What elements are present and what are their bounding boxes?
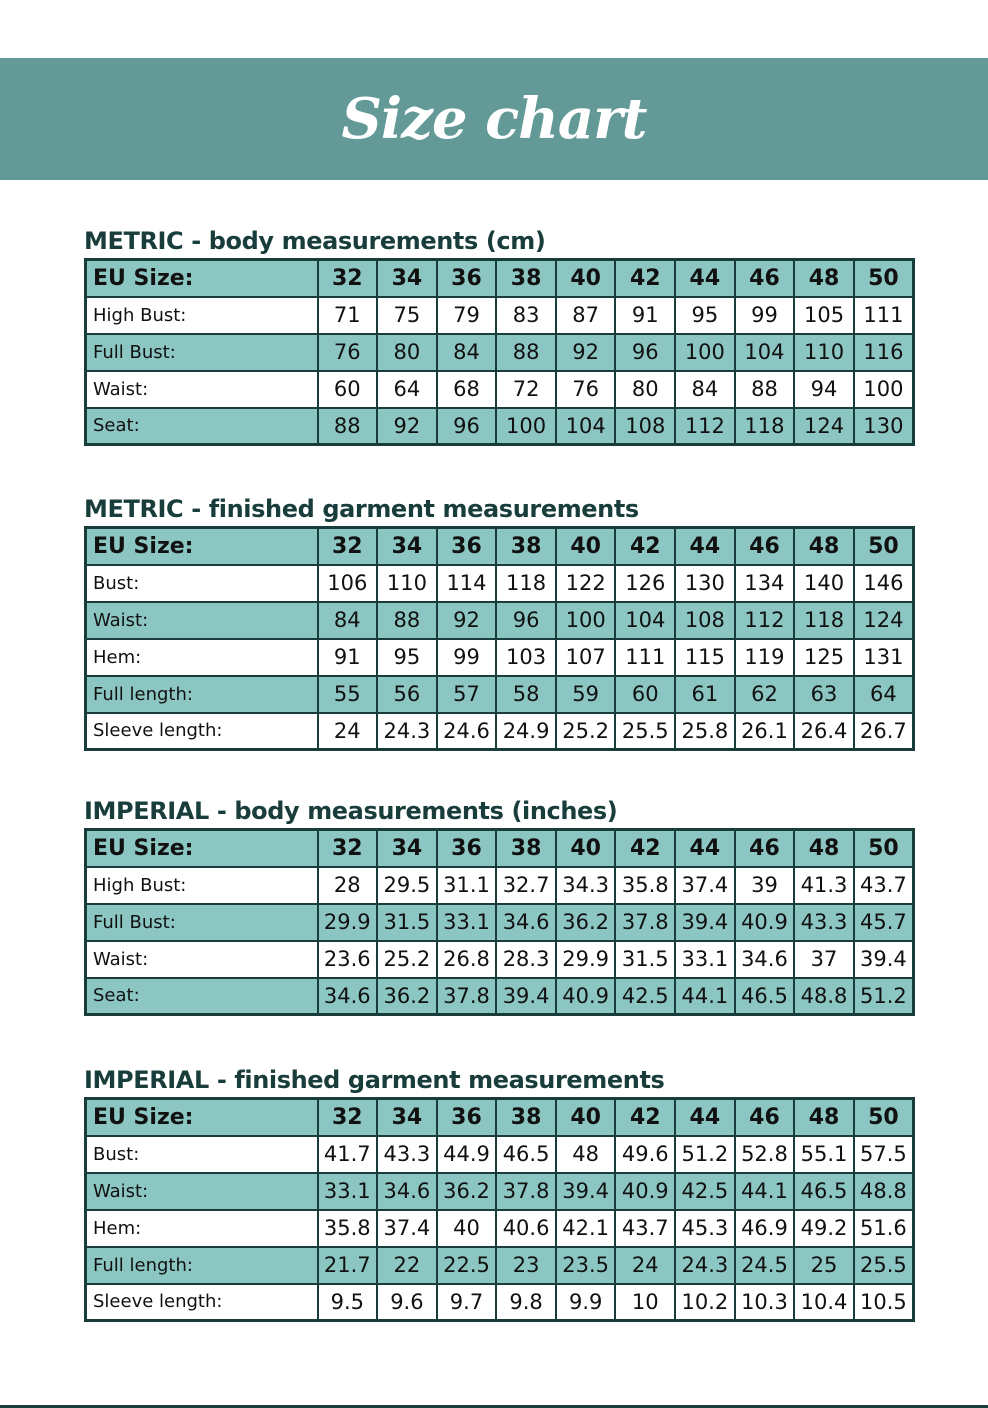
measurement-cell: 130 <box>675 565 735 602</box>
section-title-description: - body measurements (cm) <box>183 227 546 255</box>
size-header-cell: 32 <box>318 1099 378 1136</box>
measurement-cell: 42.1 <box>556 1210 616 1247</box>
table-row <box>86 639 914 676</box>
size-header-cell: 34 <box>377 830 437 867</box>
measurement-cell: 48.8 <box>794 978 854 1015</box>
table-row <box>86 602 914 639</box>
measurement-cell: 10.2 <box>675 1284 735 1321</box>
measurement-cell: 118 <box>496 565 556 602</box>
size-table <box>84 1097 915 1322</box>
size-header-cell: 32 <box>318 830 378 867</box>
measurement-cell: 34.6 <box>496 904 556 941</box>
section-title-system: METRIC <box>84 227 184 255</box>
measurement-cell: 25 <box>794 1247 854 1284</box>
table-row <box>86 713 914 750</box>
size-header-cell: 38 <box>496 260 556 297</box>
measurement-cell: 44.1 <box>675 978 735 1015</box>
measurement-cell: 49.2 <box>794 1210 854 1247</box>
measurement-cell: 104 <box>615 602 675 639</box>
page-title: Size chart <box>341 86 647 152</box>
row-label: Bust: <box>86 1136 318 1173</box>
measurement-cell: 110 <box>377 565 437 602</box>
size-header-cell: 38 <box>496 1099 556 1136</box>
measurement-cell: 9.7 <box>437 1284 497 1321</box>
measurement-cell: 25.2 <box>377 941 437 978</box>
measurement-cell: 24.3 <box>675 1247 735 1284</box>
measurement-cell: 43.3 <box>377 1136 437 1173</box>
measurement-cell: 36.2 <box>377 978 437 1015</box>
measurement-cell: 108 <box>615 408 675 445</box>
measurement-cell: 40.9 <box>735 904 795 941</box>
measurement-cell: 22 <box>377 1247 437 1284</box>
size-header-cell: 32 <box>318 528 378 565</box>
measurement-cell: 25.5 <box>854 1247 914 1284</box>
size-header-cell: 42 <box>615 830 675 867</box>
measurement-cell: 34.6 <box>318 978 378 1015</box>
measurement-cell: 146 <box>854 565 914 602</box>
size-header-cell: 46 <box>735 260 795 297</box>
size-header-cell: 36 <box>437 1099 497 1136</box>
measurement-cell: 43.7 <box>854 867 914 904</box>
measurement-cell: 112 <box>735 602 795 639</box>
measurement-cell: 31.5 <box>615 941 675 978</box>
row-label: Full length: <box>86 1247 318 1284</box>
measurement-cell: 96 <box>496 602 556 639</box>
measurement-cell: 140 <box>794 565 854 602</box>
measurement-cell: 45.7 <box>854 904 914 941</box>
measurement-cell: 43.7 <box>615 1210 675 1247</box>
row-label: Waist: <box>86 1173 318 1210</box>
measurement-cell: 48 <box>556 1136 616 1173</box>
size-header-cell: 42 <box>615 1099 675 1136</box>
measurement-cell: 34.3 <box>556 867 616 904</box>
measurement-cell: 134 <box>735 565 795 602</box>
measurement-cell: 72 <box>496 371 556 408</box>
size-header-cell: 48 <box>794 528 854 565</box>
measurement-cell: 39.4 <box>496 978 556 1015</box>
measurement-cell: 57 <box>437 676 497 713</box>
size-header-cell: 36 <box>437 260 497 297</box>
measurement-cell: 26.1 <box>735 713 795 750</box>
measurement-cell: 115 <box>675 639 735 676</box>
measurement-cell: 34.6 <box>735 941 795 978</box>
size-header-cell: 38 <box>496 528 556 565</box>
measurement-cell: 131 <box>854 639 914 676</box>
measurement-cell: 91 <box>615 297 675 334</box>
measurement-cell: 36.2 <box>437 1173 497 1210</box>
measurement-cell: 55.1 <box>794 1136 854 1173</box>
measurement-cell: 37 <box>794 941 854 978</box>
measurement-cell: 29.9 <box>318 904 378 941</box>
size-header-cell: 44 <box>675 1099 735 1136</box>
section-title <box>84 492 912 526</box>
size-header-cell: 36 <box>437 830 497 867</box>
size-header-cell: 50 <box>854 528 914 565</box>
section-title-system: METRIC <box>84 495 184 523</box>
measurement-cell: 9.5 <box>318 1284 378 1321</box>
row-label: Full Bust: <box>86 334 318 371</box>
measurement-cell: 39.4 <box>675 904 735 941</box>
measurement-cell: 55 <box>318 676 378 713</box>
size-header-cell: 46 <box>735 830 795 867</box>
measurement-cell: 25.2 <box>556 713 616 750</box>
measurement-cell: 26.7 <box>854 713 914 750</box>
row-label: Seat: <box>86 978 318 1015</box>
measurement-cell: 9.9 <box>556 1284 616 1321</box>
measurement-cell: 21.7 <box>318 1247 378 1284</box>
measurement-cell: 37.8 <box>496 1173 556 1210</box>
row-label: Full Bust: <box>86 904 318 941</box>
measurement-cell: 42.5 <box>675 1173 735 1210</box>
measurement-cell: 107 <box>556 639 616 676</box>
measurement-cell: 42.5 <box>615 978 675 1015</box>
measurement-cell: 33.1 <box>318 1173 378 1210</box>
measurement-cell: 64 <box>377 371 437 408</box>
table-row <box>86 334 914 371</box>
measurement-cell: 34.6 <box>377 1173 437 1210</box>
measurement-cell: 24.9 <box>496 713 556 750</box>
measurement-cell: 46.5 <box>496 1136 556 1173</box>
measurement-cell: 24.3 <box>377 713 437 750</box>
measurement-cell: 31.5 <box>377 904 437 941</box>
section-title-system: IMPERIAL <box>84 797 209 825</box>
measurement-cell: 51.2 <box>854 978 914 1015</box>
measurement-cell: 96 <box>437 408 497 445</box>
measurement-cell: 114 <box>437 565 497 602</box>
measurement-cell: 37.4 <box>675 867 735 904</box>
measurement-cell: 37.8 <box>437 978 497 1015</box>
size-header-row <box>86 1099 914 1136</box>
measurement-cell: 88 <box>735 371 795 408</box>
size-header-cell: 36 <box>437 528 497 565</box>
measurement-cell: 33.1 <box>437 904 497 941</box>
measurement-cell: 110 <box>794 334 854 371</box>
size-header-cell: 34 <box>377 260 437 297</box>
measurement-cell: 130 <box>854 408 914 445</box>
size-header-cell: 32 <box>318 260 378 297</box>
measurement-cell: 100 <box>556 602 616 639</box>
row-label: Bust: <box>86 565 318 602</box>
measurement-cell: 112 <box>675 408 735 445</box>
table-row <box>86 371 914 408</box>
measurement-cell: 68 <box>437 371 497 408</box>
measurement-cell: 59 <box>556 676 616 713</box>
measurement-cell: 99 <box>735 297 795 334</box>
measurement-cell: 94 <box>794 371 854 408</box>
table-row <box>86 408 914 445</box>
measurement-cell: 118 <box>735 408 795 445</box>
table-row <box>86 1284 914 1321</box>
imperial-body-section <box>84 794 912 1016</box>
measurement-cell: 60 <box>615 676 675 713</box>
measurement-cell: 36.2 <box>556 904 616 941</box>
measurement-cell: 48.8 <box>854 1173 914 1210</box>
measurement-cell: 124 <box>854 602 914 639</box>
measurement-cell: 39.4 <box>556 1173 616 1210</box>
measurement-cell: 88 <box>496 334 556 371</box>
metric-body-section <box>84 224 912 446</box>
measurement-cell: 119 <box>735 639 795 676</box>
measurement-cell: 111 <box>615 639 675 676</box>
measurement-cell: 103 <box>496 639 556 676</box>
measurement-cell: 33.1 <box>675 941 735 978</box>
measurement-cell: 100 <box>675 334 735 371</box>
size-header-cell: 48 <box>794 830 854 867</box>
measurement-cell: 23.5 <box>556 1247 616 1284</box>
measurement-cell: 45.3 <box>675 1210 735 1247</box>
size-header-cell: 44 <box>675 528 735 565</box>
table-row <box>86 978 914 1015</box>
measurement-cell: 22.5 <box>437 1247 497 1284</box>
measurement-cell: 56 <box>377 676 437 713</box>
measurement-cell: 9.6 <box>377 1284 437 1321</box>
row-label: Sleeve length: <box>86 713 318 750</box>
measurement-cell: 40.6 <box>496 1210 556 1247</box>
measurement-cell: 104 <box>735 334 795 371</box>
measurement-cell: 88 <box>377 602 437 639</box>
measurement-cell: 106 <box>318 565 378 602</box>
size-header-cell: 44 <box>675 830 735 867</box>
measurement-cell: 88 <box>318 408 378 445</box>
measurement-cell: 23 <box>496 1247 556 1284</box>
size-header-cell: 50 <box>854 260 914 297</box>
table-row <box>86 1173 914 1210</box>
section-title-description: - finished garment measurements <box>183 495 639 523</box>
section-title <box>84 224 912 258</box>
measurement-cell: 29.9 <box>556 941 616 978</box>
measurement-cell: 23.6 <box>318 941 378 978</box>
size-header-cell: 40 <box>556 830 616 867</box>
measurement-cell: 24 <box>318 713 378 750</box>
measurement-cell: 84 <box>318 602 378 639</box>
row-label: Sleeve length: <box>86 1284 318 1321</box>
measurement-cell: 41.3 <box>794 867 854 904</box>
row-label: Seat: <box>86 408 318 445</box>
measurement-cell: 39 <box>735 867 795 904</box>
measurement-cell: 31.1 <box>437 867 497 904</box>
size-header-cell: 42 <box>615 260 675 297</box>
measurement-cell: 28 <box>318 867 378 904</box>
section-title-system: IMPERIAL <box>84 1066 209 1094</box>
measurement-cell: 118 <box>794 602 854 639</box>
size-header-cell: 40 <box>556 528 616 565</box>
size-header-cell: 48 <box>794 1099 854 1136</box>
row-label: High Bust: <box>86 867 318 904</box>
measurement-cell: 26.8 <box>437 941 497 978</box>
table-row <box>86 565 914 602</box>
row-label: Hem: <box>86 639 318 676</box>
table-row <box>86 1247 914 1284</box>
measurement-cell: 79 <box>437 297 497 334</box>
row-label: Hem: <box>86 1210 318 1247</box>
row-label: High Bust: <box>86 297 318 334</box>
measurement-cell: 46.5 <box>735 978 795 1015</box>
measurement-cell: 125 <box>794 639 854 676</box>
size-header-row <box>86 528 914 565</box>
measurement-cell: 92 <box>437 602 497 639</box>
row-label: Waist: <box>86 371 318 408</box>
measurement-cell: 52.8 <box>735 1136 795 1173</box>
size-header-cell: 42 <box>615 528 675 565</box>
measurement-cell: 51.6 <box>854 1210 914 1247</box>
measurement-cell: 10.5 <box>854 1284 914 1321</box>
measurement-cell: 84 <box>675 371 735 408</box>
measurement-cell: 84 <box>437 334 497 371</box>
measurement-cell: 100 <box>496 408 556 445</box>
measurement-cell: 26.4 <box>794 713 854 750</box>
measurement-cell: 51.2 <box>675 1136 735 1173</box>
measurement-cell: 24.6 <box>437 713 497 750</box>
table-row <box>86 867 914 904</box>
measurement-cell: 35.8 <box>615 867 675 904</box>
measurement-cell: 62 <box>735 676 795 713</box>
measurement-cell: 29.5 <box>377 867 437 904</box>
measurement-cell: 122 <box>556 565 616 602</box>
measurement-cell: 63 <box>794 676 854 713</box>
measurement-cell: 124 <box>794 408 854 445</box>
table-row <box>86 1136 914 1173</box>
section-title <box>84 794 912 828</box>
measurement-cell: 58 <box>496 676 556 713</box>
measurement-cell: 57.5 <box>854 1136 914 1173</box>
measurement-cell: 32.7 <box>496 867 556 904</box>
table-row <box>86 676 914 713</box>
table-row <box>86 297 914 334</box>
measurement-cell: 37.4 <box>377 1210 437 1247</box>
measurement-cell: 95 <box>675 297 735 334</box>
size-header-cell: 44 <box>675 260 735 297</box>
size-header-cell: 34 <box>377 1099 437 1136</box>
measurement-cell: 46.9 <box>735 1210 795 1247</box>
measurement-cell: 10.4 <box>794 1284 854 1321</box>
section-title-description: - finished garment measurements <box>208 1066 665 1094</box>
measurement-cell: 44.1 <box>735 1173 795 1210</box>
measurement-cell: 92 <box>556 334 616 371</box>
size-header-cell: 40 <box>556 1099 616 1136</box>
measurement-cell: 71 <box>318 297 378 334</box>
row-label: Waist: <box>86 941 318 978</box>
measurement-cell: 10 <box>615 1284 675 1321</box>
size-header-cell: 40 <box>556 260 616 297</box>
measurement-cell: 10.3 <box>735 1284 795 1321</box>
measurement-cell: 49.6 <box>615 1136 675 1173</box>
header-label: EU Size: <box>86 260 318 297</box>
imperial-garment-section <box>84 1063 912 1322</box>
measurement-cell: 80 <box>615 371 675 408</box>
size-table <box>84 828 915 1016</box>
row-label: Waist: <box>86 602 318 639</box>
row-label: Full length: <box>86 676 318 713</box>
measurement-cell: 99 <box>437 639 497 676</box>
measurement-cell: 25.5 <box>615 713 675 750</box>
measurement-cell: 28.3 <box>496 941 556 978</box>
measurement-cell: 104 <box>556 408 616 445</box>
measurement-cell: 108 <box>675 602 735 639</box>
measurement-cell: 39.4 <box>854 941 914 978</box>
measurement-cell: 41.7 <box>318 1136 378 1173</box>
title-banner <box>0 58 988 180</box>
size-header-cell: 50 <box>854 1099 914 1136</box>
size-header-cell: 34 <box>377 528 437 565</box>
measurement-cell: 76 <box>318 334 378 371</box>
section-title-description: - body measurements (inches) <box>208 797 618 825</box>
measurement-cell: 116 <box>854 334 914 371</box>
measurement-cell: 24.5 <box>735 1247 795 1284</box>
size-header-row <box>86 260 914 297</box>
measurement-cell: 92 <box>377 408 437 445</box>
measurement-cell: 111 <box>854 297 914 334</box>
measurement-cell: 24 <box>615 1247 675 1284</box>
measurement-cell: 61 <box>675 676 735 713</box>
measurement-cell: 43.3 <box>794 904 854 941</box>
measurement-cell: 95 <box>377 639 437 676</box>
size-header-cell: 46 <box>735 528 795 565</box>
header-label: EU Size: <box>86 528 318 565</box>
measurement-cell: 40.9 <box>556 978 616 1015</box>
measurement-cell: 91 <box>318 639 378 676</box>
measurement-cell: 40 <box>437 1210 497 1247</box>
size-header-cell: 50 <box>854 830 914 867</box>
measurement-cell: 80 <box>377 334 437 371</box>
header-label: EU Size: <box>86 1099 318 1136</box>
measurement-cell: 25.8 <box>675 713 735 750</box>
measurement-cell: 35.8 <box>318 1210 378 1247</box>
measurement-cell: 100 <box>854 371 914 408</box>
table-row <box>86 1210 914 1247</box>
table-row <box>86 904 914 941</box>
measurement-cell: 75 <box>377 297 437 334</box>
measurement-cell: 126 <box>615 565 675 602</box>
measurement-cell: 9.8 <box>496 1284 556 1321</box>
table-row <box>86 941 914 978</box>
measurement-cell: 46.5 <box>794 1173 854 1210</box>
measurement-cell: 37.8 <box>615 904 675 941</box>
size-header-cell: 38 <box>496 830 556 867</box>
measurement-cell: 83 <box>496 297 556 334</box>
measurement-cell: 64 <box>854 676 914 713</box>
metric-garment-section <box>84 492 912 751</box>
measurement-cell: 76 <box>556 371 616 408</box>
size-table <box>84 526 915 751</box>
size-table <box>84 258 915 446</box>
measurement-cell: 87 <box>556 297 616 334</box>
measurement-cell: 96 <box>615 334 675 371</box>
size-header-row <box>86 830 914 867</box>
section-title <box>84 1063 912 1097</box>
header-label: EU Size: <box>86 830 318 867</box>
size-header-cell: 46 <box>735 1099 795 1136</box>
measurement-cell: 40.9 <box>615 1173 675 1210</box>
measurement-cell: 105 <box>794 297 854 334</box>
size-header-cell: 48 <box>794 260 854 297</box>
measurement-cell: 44.9 <box>437 1136 497 1173</box>
measurement-cell: 60 <box>318 371 378 408</box>
